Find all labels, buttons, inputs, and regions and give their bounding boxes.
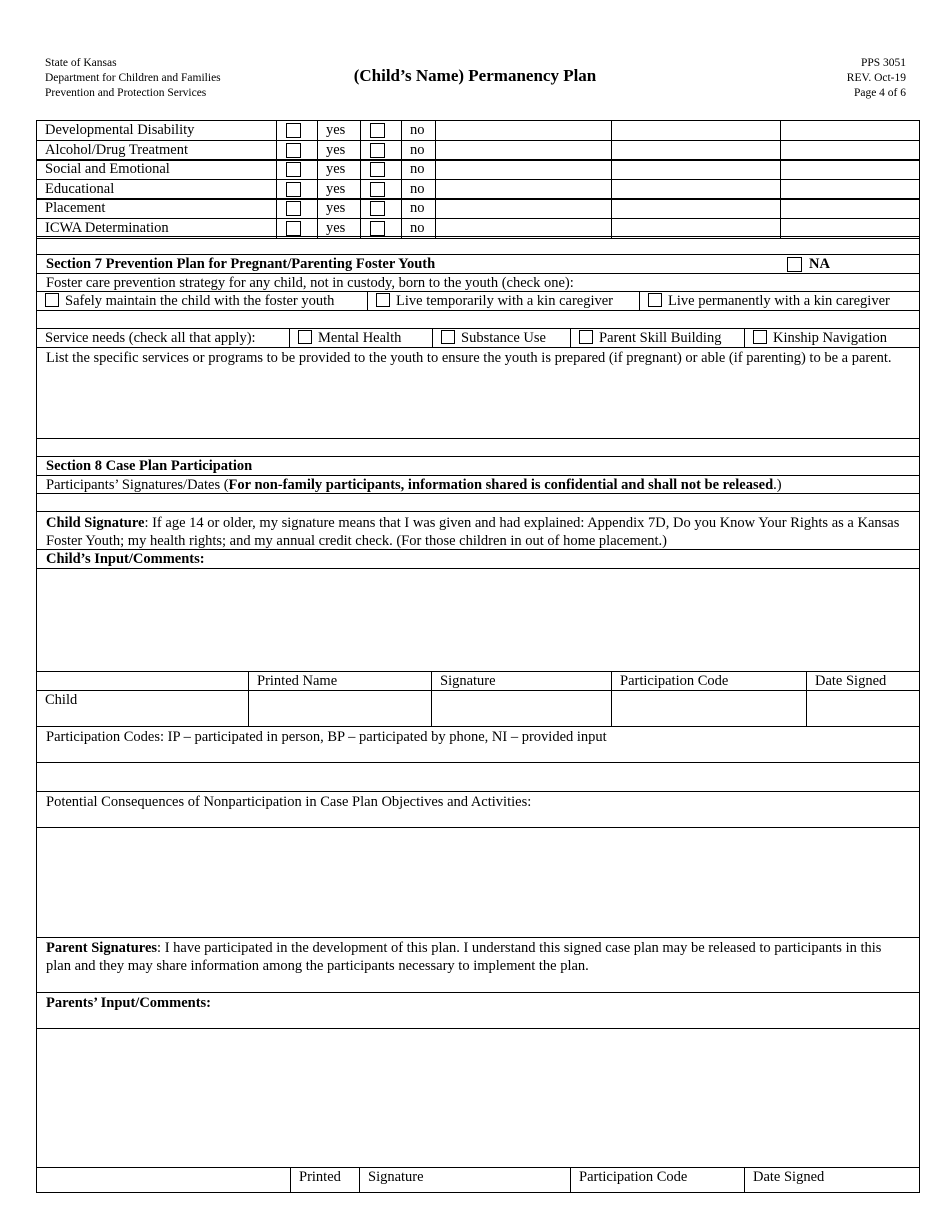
service-kinship[interactable] <box>744 329 921 347</box>
yes-checkbox[interactable] <box>286 162 301 177</box>
parent-header-printed: Printed <box>290 1168 359 1192</box>
strategy-label-3: Live permanently with a kin caregiver <box>668 293 890 309</box>
child-row-label: Child <box>45 692 78 708</box>
needs-field-3[interactable] <box>780 160 921 179</box>
parent-signature-statement: Parent Signatures: I have participated in the development of this plan. I understand this signed case plan may be released to participants in this plan and they may share information among the participants necessary to implement the plan. <box>46 940 882 974</box>
needs-field-1[interactable] <box>435 141 611 160</box>
na-cell <box>779 255 921 273</box>
consequences-field[interactable] <box>36 827 920 938</box>
needs-field-1[interactable] <box>435 121 611 140</box>
needs-row-label: Developmental Disability <box>45 122 195 138</box>
header-signature: Signature <box>431 672 611 690</box>
section7-heading-row <box>36 254 920 274</box>
child-printed-name-field[interactable] <box>248 691 431 726</box>
yes-label: yes <box>317 219 360 238</box>
form-number: PPS 3051 <box>860 57 906 69</box>
org-line-3: Prevention and Protection Services <box>45 87 207 99</box>
parent-comments-field[interactable] <box>36 1028 920 1168</box>
service-parent-skill[interactable] <box>570 329 744 347</box>
parent-header-participation-code: Participation Code <box>570 1168 744 1192</box>
needs-field-2[interactable] <box>611 180 780 199</box>
yes-cell[interactable] <box>276 121 317 140</box>
no-checkbox[interactable] <box>370 162 385 177</box>
no-checkbox[interactable] <box>370 201 385 216</box>
needs-field-2[interactable] <box>611 121 780 140</box>
yes-label: yes <box>317 180 360 199</box>
yes-cell[interactable] <box>276 199 317 218</box>
no-checkbox[interactable] <box>370 221 385 236</box>
no-label: no <box>401 121 435 140</box>
services-list-field[interactable] <box>36 347 920 439</box>
org-line-1: State of Kansas <box>45 57 117 69</box>
needs-row <box>36 198 920 219</box>
section8-heading: Section 8 Case Plan Participation <box>46 458 253 474</box>
spacer-row <box>36 493 920 512</box>
child-comments-label: Child’s Input/Comments: <box>46 551 205 567</box>
no-checkbox[interactable] <box>370 123 385 138</box>
consequences-row <box>36 791 920 828</box>
strategy-checkbox-1[interactable] <box>45 293 59 307</box>
page-number: Page 4 of 6 <box>853 87 906 99</box>
needs-field-3[interactable] <box>780 121 921 140</box>
na-checkbox[interactable] <box>787 257 802 272</box>
strategy-option-2[interactable] <box>367 292 639 310</box>
service-mental-health[interactable] <box>289 329 432 347</box>
form-info-block <box>847 56 906 101</box>
consequences-label: Potential Consequences of Nonparticipation in Case Plan Objectives and Activities: <box>46 794 532 810</box>
services-list-prompt: List the specific services or programs to be provided to the youth to ensure the youth is prepared (if pregnant) or able (if parenting) to be a parent. <box>46 350 892 366</box>
divider <box>37 568 919 569</box>
parent-header-date-signed: Date Signed <box>744 1168 921 1192</box>
child-signature-field[interactable] <box>431 691 611 726</box>
strategy-checkbox-2[interactable] <box>376 293 390 307</box>
parent-signature-statement-row <box>36 937 920 993</box>
needs-field-1[interactable] <box>435 180 611 199</box>
no-label: no <box>401 141 435 160</box>
section8-heading-row <box>36 456 920 476</box>
strategy-prompt-row <box>36 273 920 292</box>
participation-codes-row <box>36 726 920 763</box>
yes-checkbox[interactable] <box>286 221 301 236</box>
strategy-option-3[interactable] <box>639 292 921 310</box>
no-label: no <box>401 160 435 179</box>
strategy-checkbox-3[interactable] <box>648 293 662 307</box>
yes-cell[interactable] <box>276 160 317 179</box>
spacer-row <box>36 762 920 792</box>
yes-label: yes <box>317 160 360 179</box>
substance-use-checkbox[interactable] <box>441 330 455 344</box>
yes-cell[interactable] <box>276 141 317 160</box>
needs-field-3[interactable] <box>780 180 921 199</box>
spacer-row <box>36 236 920 255</box>
participation-codes: Participation Codes: IP – participated in person, BP – participated by phone, NI – provided input <box>46 729 607 745</box>
no-cell[interactable] <box>360 160 401 179</box>
participants-note: Participants’ Signatures/Dates (For non-family participants, information shared is confidential and shall not be released.) <box>46 477 782 493</box>
needs-row <box>36 179 920 200</box>
service-substance-use[interactable] <box>432 329 570 347</box>
header-printed-name: Printed Name <box>248 672 431 690</box>
yes-checkbox[interactable] <box>286 143 301 158</box>
child-table-header-row <box>36 671 920 691</box>
needs-row <box>36 120 920 141</box>
section7-heading: Section 7 Prevention Plan for Pregnant/Parenting Foster Youth <box>46 256 436 272</box>
no-label: no <box>401 219 435 238</box>
strategy-options-row <box>36 291 920 311</box>
no-label: no <box>401 199 435 218</box>
no-cell[interactable] <box>360 199 401 218</box>
parent-comments-row <box>36 992 920 1029</box>
service-prompt: Service needs (check all that apply): <box>45 330 256 346</box>
kinship-checkbox[interactable] <box>753 330 767 344</box>
child-signature-statement: Child Signature: If age 14 or older, my signature means that I was given and had explained: Appendix 7D, Do you Know Your Rights as a Kansas Foster Youth; my health rights; and my annual credit check. (For those children in out of home placement.) <box>46 515 900 549</box>
yes-checkbox[interactable] <box>286 201 301 216</box>
needs-row-label: ICWA Determination <box>45 220 169 236</box>
needs-field-2[interactable] <box>611 160 780 179</box>
page-title: (Child’s Name) Permanency Plan <box>353 66 597 85</box>
child-signature-statement-row <box>36 511 920 550</box>
parent-table-header-row <box>36 1167 920 1193</box>
yes-checkbox[interactable] <box>286 123 301 138</box>
na-label: NA <box>809 256 830 272</box>
needs-row <box>36 140 920 161</box>
needs-row-label: Social and Emotional <box>45 161 170 177</box>
no-cell[interactable] <box>360 141 401 160</box>
child-signature-row <box>36 690 920 727</box>
parent-header-signature: Signature <box>359 1168 570 1192</box>
needs-row-label: Educational <box>45 181 115 197</box>
spacer-row <box>36 310 920 329</box>
needs-field-3[interactable] <box>780 141 921 160</box>
needs-field-1[interactable] <box>435 199 611 218</box>
no-cell[interactable] <box>360 180 401 199</box>
header-date-signed: Date Signed <box>806 672 921 690</box>
mental-health-label: Mental Health <box>318 330 402 346</box>
strategy-option-1[interactable] <box>37 292 367 310</box>
child-participation-code-field[interactable] <box>611 691 806 726</box>
strategy-prompt: Foster care prevention strategy for any child, not in custody, born to the youth (check one): <box>46 275 574 291</box>
substance-use-label: Substance Use <box>461 330 546 346</box>
participants-note-row <box>36 475 920 494</box>
needs-row <box>36 159 920 180</box>
yes-label: yes <box>317 141 360 160</box>
child-date-signed-field[interactable] <box>806 691 921 726</box>
needs-row-label: Placement <box>45 200 106 216</box>
kinship-label: Kinship Navigation <box>773 330 887 346</box>
needs-row-label: Alcohol/Drug Treatment <box>45 142 188 158</box>
parent-comments-label: Parents’ Input/Comments: <box>46 995 212 1011</box>
strategy-label-1: Safely maintain the child with the foster youth <box>65 293 335 309</box>
yes-label: yes <box>317 121 360 140</box>
no-label: no <box>401 180 435 199</box>
no-cell[interactable] <box>360 121 401 140</box>
no-checkbox[interactable] <box>370 143 385 158</box>
service-needs-row <box>36 328 920 348</box>
form-revision: REV. Oct-19 <box>846 72 906 84</box>
yes-checkbox[interactable] <box>286 182 301 197</box>
mental-health-checkbox[interactable] <box>298 330 312 344</box>
yes-label: yes <box>317 199 360 218</box>
parent-skill-label: Parent Skill Building <box>599 330 722 346</box>
child-comments-field[interactable] <box>36 549 920 672</box>
needs-field-3[interactable] <box>780 199 921 218</box>
yes-cell[interactable] <box>276 180 317 199</box>
header-participation-code: Participation Code <box>611 672 806 690</box>
org-line-2: Department for Children and Families <box>45 72 221 84</box>
needs-field-2[interactable] <box>611 141 780 160</box>
parent-skill-checkbox[interactable] <box>579 330 593 344</box>
spacer-row <box>36 438 920 457</box>
no-checkbox[interactable] <box>370 182 385 197</box>
needs-field-2[interactable] <box>611 199 780 218</box>
strategy-label-2: Live temporarily with a kin caregiver <box>396 293 614 309</box>
needs-field-1[interactable] <box>435 160 611 179</box>
